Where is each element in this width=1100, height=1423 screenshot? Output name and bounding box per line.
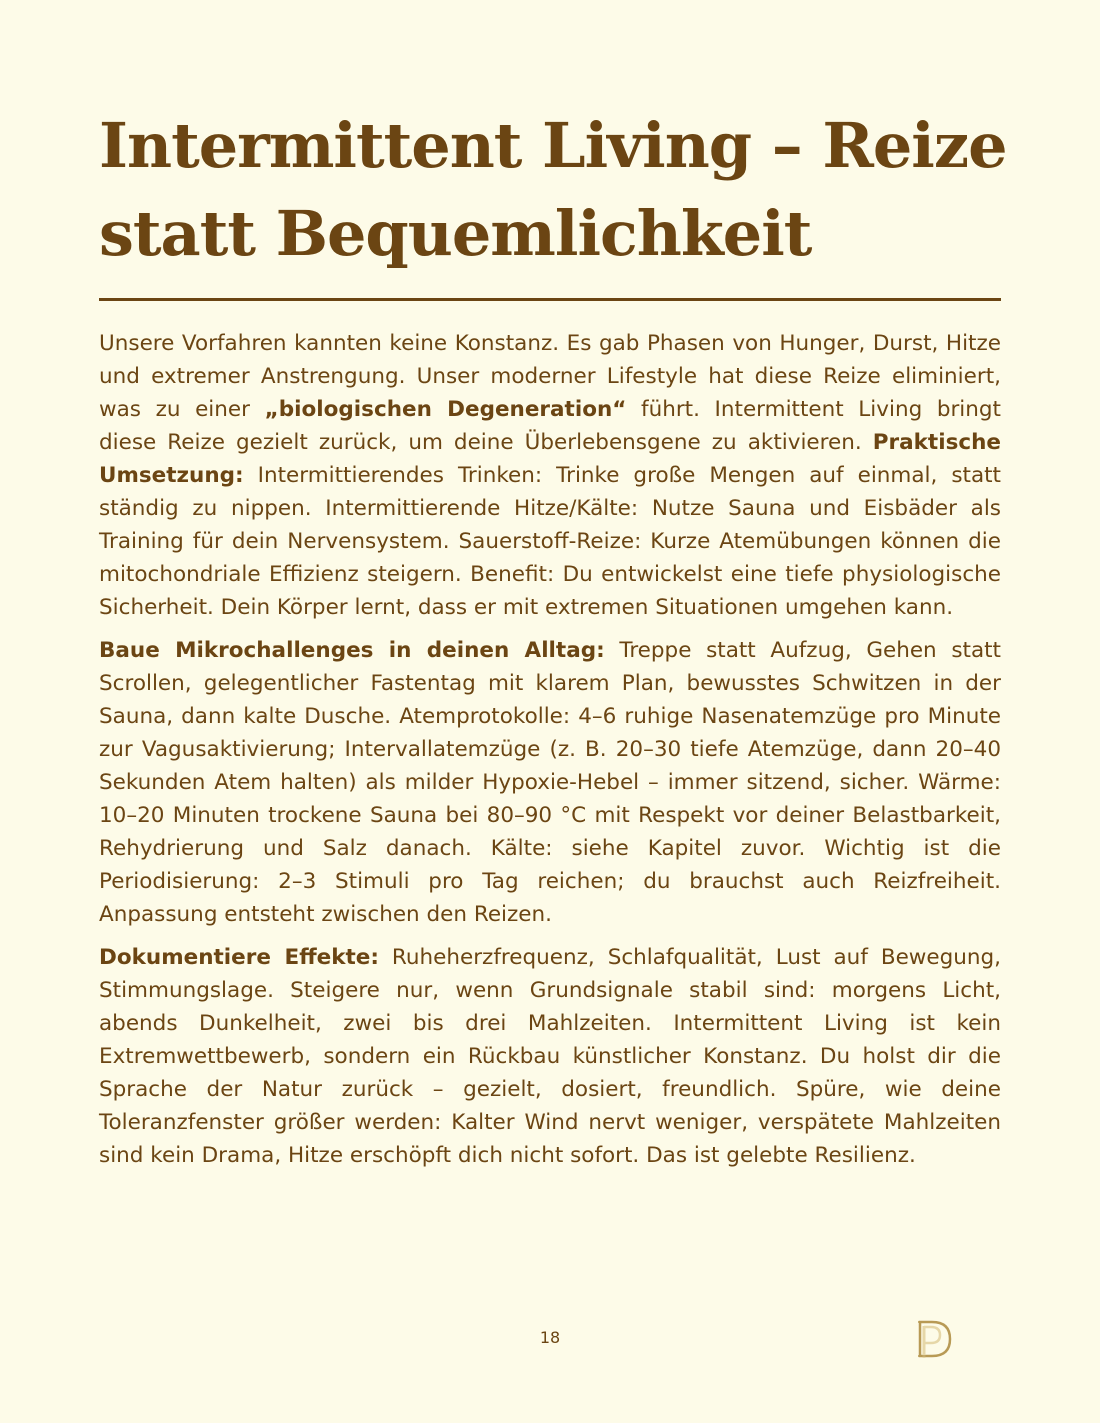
emphasis-text: „biologischen Degeneration“ bbox=[264, 397, 627, 422]
paragraph-text: führt. Intermittent Living bringt diese Reize gezielt zurück, um deine Überlebensgene zu aktivieren. bbox=[99, 397, 1001, 455]
body-text bbox=[99, 327, 1001, 1182]
section-label: Dokumentiere Effekte: bbox=[99, 945, 379, 970]
paragraph bbox=[99, 327, 1001, 624]
page-title: Intermittent Living – Reize statt Bequemlichkeit bbox=[99, 109, 1007, 270]
section-label: Baue Mikrochallenges in deinen Alltag: bbox=[99, 638, 605, 663]
paragraph-text: Intermittierendes Trinken: Trinke große Mengen auf einmal, statt ständig zu nippen. Intermittierende Hitze/Kälte: Nutze Sauna und Eisbäder als Training für dein Nervensystem. Sauerstoff-Reize: Kurze Atemübungen können die mitochondriale Effizienz steigern. Benefit: Du entwickelst eine tiefe physiologische Sicherheit. Dein Körper lernt, dass er mit extremen Situationen umgehen kann. bbox=[99, 463, 1001, 620]
paragraph bbox=[99, 941, 1001, 1172]
paragraph-text: Treppe statt Aufzug, Gehen statt Scrollen, gelegentlicher Fastentag mit klarem Plan, bewusstes Schwitzen in der Sauna, dann kalte Dusche. Atemprotokolle: 4–6 ruhige Nasenatemzüge pro Minute zur Vagusaktivierung; Intervallatemzüge (z. B. 20–30 tiefe Atemzüge, dann 20–40 Sekunden Atem halten) als milder Hypoxie-Hebel – immer sitzend, sicher. Wärme: 10–20 Minuten trockene Sauna bei 80–90 °C mit Respekt vor deiner Belastbarkeit, Rehydrierung und Salz danach. Kälte: siehe Kapitel zuvor. Wichtig ist die Periodisierung: 2–3 Stimuli pro Tag reichen; du brauchst auch Reizfreiheit. Anpassung entsteht zwischen den Reizen. bbox=[99, 638, 1001, 927]
paragraph-text: Unsere Vorfahren kannten keine Konstanz. Es gab Phasen von Hunger, Durst, Hitze und extremer Anstrengung. Unser moderner Lifestyle hat diese Reize eliminiert, was zu einer bbox=[99, 331, 1001, 422]
page-number: 18 bbox=[539, 1328, 561, 1347]
paragraph bbox=[99, 634, 1001, 931]
paragraph-text: Ruheherzfrequenz, Schlafqualität, Lust auf Bewegung, Stimmungslage. Steigere nur, wenn Grundsignale stabil sind: morgens Licht, abends Dunkelheit, zwei bis drei Mahlzeiten. Intermittent Living ist kein Extremwettbewerb, sondern ein Rückbau künstlicher Konstanz. Du holst dir die Sprache der Natur zurück – gezielt, dosiert, freundlich. Spüre, wie deine Toleranzfenster größer werden: Kalter Wind nervt weniger, verspätete Mahlzeiten sind kein Drama, Hitze erschöpft dich nicht sofort. Das ist gelebte Resilienz. bbox=[99, 945, 1001, 1168]
section-label: Praktische Umsetzung: bbox=[99, 430, 1001, 488]
dp-monogram-icon bbox=[914, 1318, 954, 1360]
title-divider bbox=[99, 298, 1001, 301]
